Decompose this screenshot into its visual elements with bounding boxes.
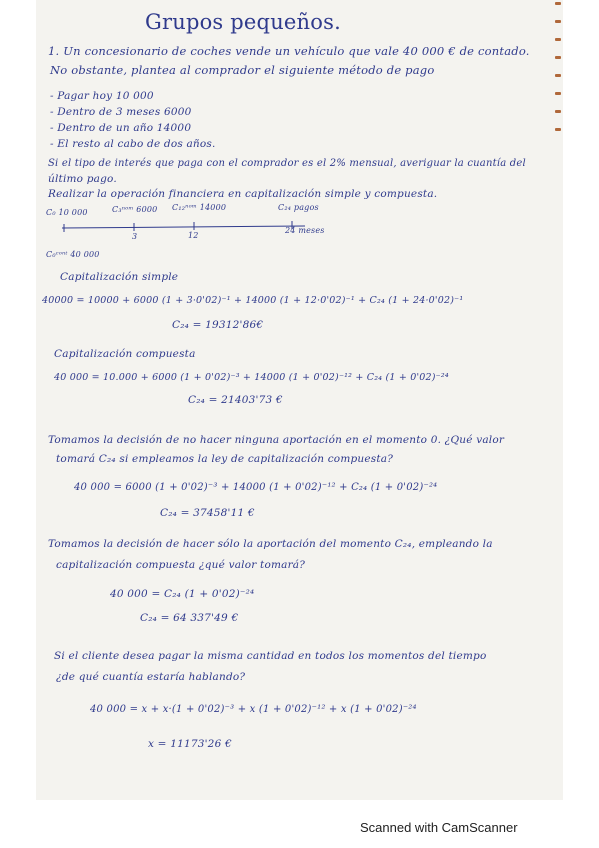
timeline-label: C₃ⁿᵒᵐ 6000 [112, 205, 158, 214]
binding-hole [555, 128, 561, 131]
binding-hole [555, 110, 561, 113]
payment-item: - Dentro de un año 14000 [50, 122, 192, 134]
notebook-binding [552, 0, 564, 150]
problem-line-2: No obstante, plantea al comprador el siguiente método de pago [50, 63, 435, 77]
compound-heading: Capitalización compuesta [54, 348, 196, 360]
part4-text-line-2: ¿de qué cuantía estaría hablando? [56, 671, 246, 683]
part3-text-line-1: Tomamos la decisión de hacer sólo la aportación del momento C₂₄, empleando la [48, 538, 493, 550]
binding-hole [555, 92, 561, 95]
binding-hole [555, 56, 561, 59]
timeline-below-label: C₀ᶜᵒⁿᵗ 40 000 [46, 250, 100, 259]
part2-text-line-1: Tomamos la decisión de no hacer ninguna aportación en el momento 0. ¿Qué valor [48, 434, 505, 446]
binding-hole [555, 2, 561, 5]
part4-text-line-1: Si el cliente desea pagar la misma cantidad en todos los momentos del tiempo [54, 650, 487, 662]
payment-item: - Pagar hoy 10 000 [50, 90, 154, 102]
part2-result: C₂₄ = 37458'11 € [160, 507, 255, 519]
payment-item: - Dentro de 3 meses 6000 [50, 106, 192, 118]
part3-result: C₂₄ = 64 337'49 € [140, 612, 239, 624]
timeline-tick: 12 [188, 231, 199, 240]
binding-hole [555, 74, 561, 77]
timeline-axis [60, 218, 310, 240]
part4-equation: 40 000 = x + x·(1 + 0'02)⁻³ + x (1 + 0'02)⁻¹² + x (1 + 0'02)⁻²⁴ [90, 704, 417, 715]
timeline-label: C₀ 10 000 [46, 208, 88, 217]
timeline-label: C₂₄ pagos [278, 203, 319, 212]
page-title: Grupos pequeños. [145, 10, 341, 34]
part2-text-line-2: tomará C₂₄ si empleamos la ley de capitalización compuesta? [56, 453, 394, 465]
scanner-watermark: Scanned with CamScanner [360, 820, 518, 835]
question-line-2: último pago. [48, 173, 117, 185]
part3-equation: 40 000 = C₂₄ (1 + 0'02)⁻²⁴ [110, 588, 255, 600]
binding-hole [555, 38, 561, 41]
timeline-label: C₁₂ⁿᵒᵐ 14000 [172, 203, 227, 212]
part4-result: x = 11173'26 € [148, 738, 232, 750]
payment-item: - El resto al cabo de dos años. [50, 138, 216, 150]
problem-line-1: 1. Un concesionario de coches vende un vehículo que vale 40 000 € de contado. [48, 44, 530, 58]
timeline-tick: 3 [132, 232, 138, 241]
question-line-1: Si el tipo de interés que paga con el comprador es el 2% mensual, averiguar la cuantía del [48, 158, 526, 169]
compound-result: C₂₄ = 21403'73 € [188, 394, 283, 406]
binding-hole [555, 20, 561, 23]
timeline-tick: 24 meses [285, 226, 325, 235]
question-line-3: Realizar la operación financiera en capitalización simple y compuesta. [48, 188, 438, 200]
simple-heading: Capitalización simple [60, 271, 179, 283]
part3-text-line-2: capitalización compuesta ¿qué valor tomará? [56, 559, 306, 571]
compound-equation: 40 000 = 10.000 + 6000 (1 + 0'02)⁻³ + 14000 (1 + 0'02)⁻¹² + C₂₄ (1 + 0'02)⁻²⁴ [54, 372, 449, 383]
simple-result: C₂₄ = 19312'86€ [172, 319, 264, 331]
part2-equation: 40 000 = 6000 (1 + 0'02)⁻³ + 14000 (1 + 0'02)⁻¹² + C₂₄ (1 + 0'02)⁻²⁴ [74, 482, 438, 493]
simple-equation: 40000 = 10000 + 6000 (1 + 3·0'02)⁻¹ + 14000 (1 + 12·0'02)⁻¹ + C₂₄ (1 + 24·0'02)⁻¹ [42, 295, 464, 306]
